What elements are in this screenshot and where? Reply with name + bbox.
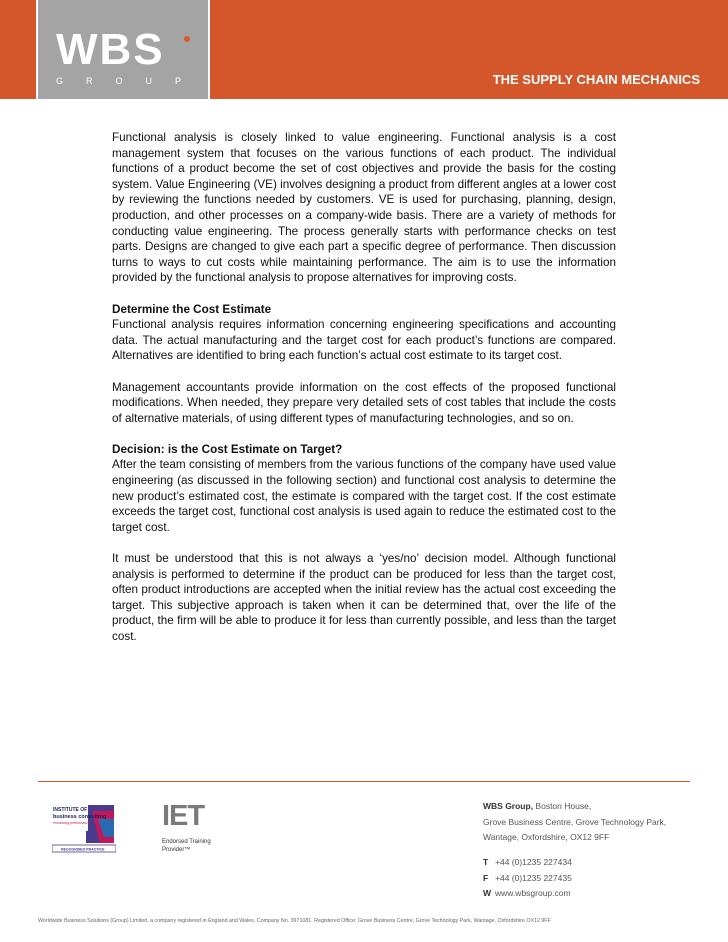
iet-logo — [162, 800, 232, 868]
paragraph-subjective-approach: It must be understood that this is not always a ‘yes/no’ decision model. Although functional analysis is performed to determine if the product can be produced for less than the target cost, often product introductions are accepted when the initial review has the actual cost exceeding the target. This subjective approach is taken when it can be determined that, over the life of the product, the firm will be able to produce it for less than currently possible, and less than the target cost. — [112, 552, 616, 643]
heading-cost-estimate: Determine the Cost Estimate — [112, 302, 272, 316]
paragraph-cost-estimate: Functional analysis requires information concerning engineering specifications and accounting data. The actual manufacturing and the target cost for each product’s functions are compared. Alternatives are identified to bring each function’s actual cost estimate to its target cost. — [112, 318, 616, 363]
ibc-line2: business consulting — [53, 814, 107, 820]
fax-label: F — [483, 872, 489, 883]
header-bar-right — [210, 0, 728, 99]
paragraph-decision: After the team consisting of members from the various functions of the company have used value engineering (as discussed in the following section) and functional cost analysis to determine the new product’s estimated cost, the estimate is compared with the target cost. If the cost estimate exceeds the target cost, functional cost analysis is used again to reduce the estimated cost to the target cost. — [112, 458, 616, 534]
address-line3: Wantage, Oxfordshire, OX12 9FF — [483, 832, 610, 842]
logo-dot-icon — [184, 36, 190, 42]
heading-decision: Decision: is the Cost Estimate on Target? — [112, 442, 343, 456]
header-bar-left — [0, 0, 36, 99]
footer-divider — [38, 781, 690, 782]
ibc-badge: RECOGNISED PRACTICE — [61, 847, 105, 852]
legal-notice: Worldwide Business Solutions (Group) Limited, a company registered in England and Wales, Company No. 3971081. Registered Office: Grove Business Centre, Grove Technology Park, Wantage, Oxfordshire OX12 9FF — [38, 918, 551, 924]
company-address — [483, 799, 666, 846]
company-name: WBS Group, — [483, 801, 534, 811]
web-label: W — [483, 888, 492, 898]
iet-line2: Provider™ — [162, 847, 191, 853]
address-line2: Grove Business Centre, Grove Technology Park, — [483, 816, 667, 827]
ibc-logo — [52, 803, 116, 853]
logo-text: WBS — [56, 25, 165, 74]
ibc-line1: INSTITUTE OF — [53, 807, 88, 813]
website-link[interactable]: www.wbsgroup.com — [495, 888, 571, 898]
iet-logo-text: IET — [162, 800, 205, 832]
paragraph-functional-analysis: Functional analysis is closely linked to value engineering. Functional analysis is a cost management system that focuses on the various functions of each product. The individual functions of a product become the set of cost objectives and provide the basis for the costing system. Value Engineering (VE) involves designing a product from different angles at a lower cost by reviewing the functions needed by customers. VE is used for purchasing, planning, design, production, and other processes on a company-wide basis. There are a variety of methods for conducting value engineering. The process generally starts with performance checks on test parts. Designs are changed to give each part a specific degree of performance. Then discussion turns to ways to cut costs while maintaining performance. The aim is to use the information provided by the functional analysis to propose alternatives for improving costs. — [112, 131, 616, 285]
fax-number: +44 (0)1235 227435 — [495, 872, 572, 883]
iet-line1: Endorsed Training — [162, 839, 211, 845]
document-body — [112, 130, 616, 660]
contact-details — [483, 855, 572, 902]
tel-number: +44 (0)1235 227434 — [495, 857, 572, 867]
tel-label: T — [483, 857, 489, 867]
paragraph-management-accountants: Management accountants provide information on the cost effects of the proposed functional modifications. When needed, they prepare very detailed sets of cost tables that include the costs of alternative materials, of using different types of manufacturing technologies, and so on. — [112, 380, 616, 425]
wbs-logo — [38, 0, 208, 99]
ibc-emblem-icon — [52, 803, 116, 853]
address-line1: Boston House, — [533, 801, 592, 811]
logo-subtext: GROUP — [56, 76, 205, 86]
page-header — [0, 0, 728, 99]
iet-endorsement — [162, 838, 211, 854]
ibc-line3: enhancing performance — [53, 821, 90, 825]
header-slogan: THE SUPPLY CHAIN MECHANICS — [492, 72, 700, 87]
